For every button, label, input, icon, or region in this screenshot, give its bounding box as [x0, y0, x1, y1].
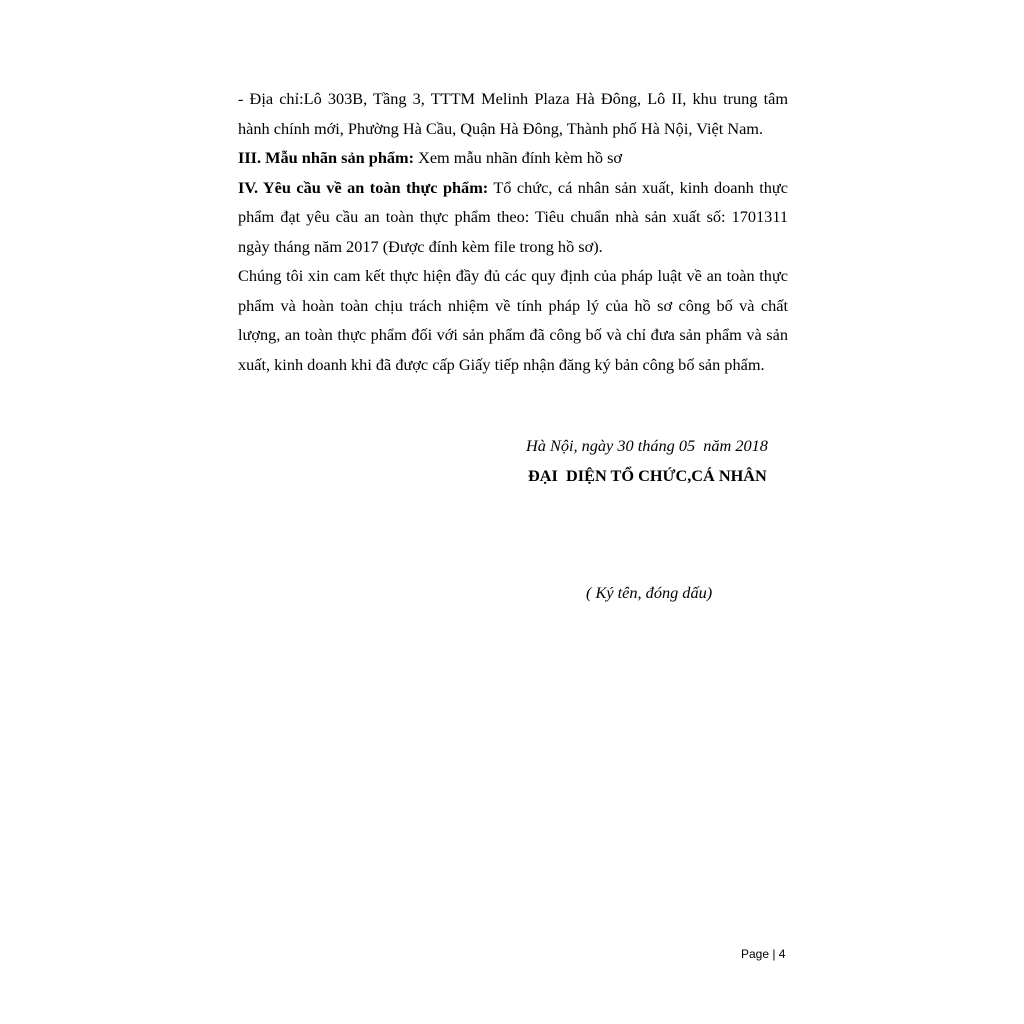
section-4-paragraph — [238, 173, 788, 262]
representative-title: ĐẠI DIỆN TỔ CHỨC,CÁ NHÂN — [528, 466, 767, 485]
section-3-paragraph — [238, 143, 788, 173]
address-paragraph: - Địa chỉ:Lô 303B, Tầng 3, TTTM Melinh Plaza Hà Đông, Lô II, khu trung tâm hành chính mới, Phường Hà Cầu, Quận Hà Đông, Thành phố Hà Nội, Việt Nam. — [238, 89, 788, 138]
commitment-paragraph: Chúng tôi xin cam kết thực hiện đầy đủ các quy định của pháp luật về an toàn thực phẩm và hoàn toàn chịu trách nhiệm về tính pháp lý của hồ sơ công bố và chất lượng, an toàn thực phẩm đối với sản phẩm đã công bố và chỉ đưa sản phẩm và sản xuất, kinh doanh khi đã được cấp Giấy tiếp nhận đăng ký bản công bố sản phẩm. — [238, 266, 788, 374]
section-4-heading: IV. Yêu cầu về an toàn thực phẩm: — [238, 177, 489, 197]
body-text — [238, 84, 788, 379]
signature-note: ( Ký tên, đóng dấu) — [586, 583, 713, 602]
section-4-text: Tổ chức, cá nhân sản xuất, kinh doanh thực phẩm đạt yêu cầu an toàn thực phẩm theo: Tiêu chuẩn nhà sản xuất số: 1701311 ngày tháng năm 2017 (Được đính kèm file trong hồ sơ). — [238, 177, 788, 256]
page-number-footer: Page | 4 — [741, 947, 786, 961]
section-3-heading: III. Mẫu nhãn sản phẩm: — [238, 148, 414, 167]
section-3-text: Xem mẫu nhãn đính kèm hồ sơ — [414, 148, 623, 167]
date-line: Hà Nội, ngày 30 tháng 05 năm 2018 — [526, 436, 768, 455]
